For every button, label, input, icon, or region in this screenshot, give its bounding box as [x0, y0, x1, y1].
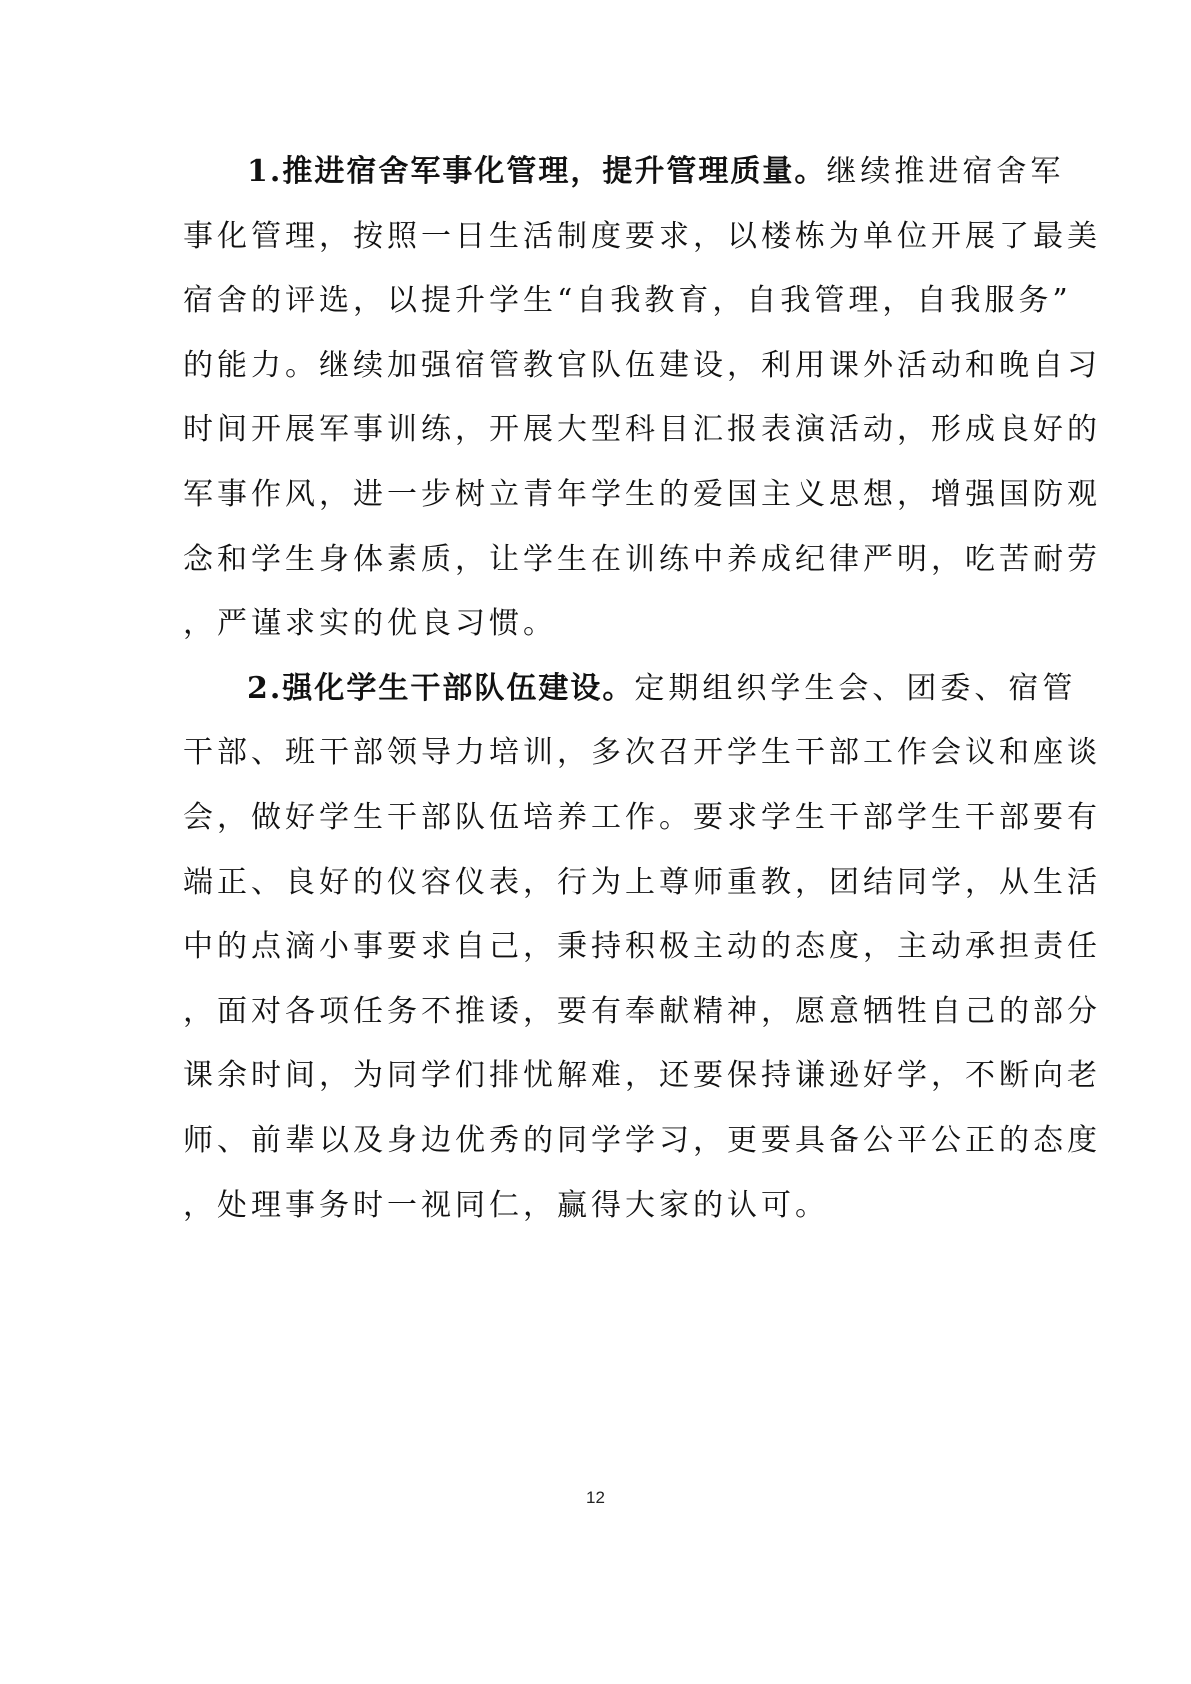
paragraph-2-line-7: 课余时间，为同学们排忧解难，还要保持谦逊好学，不断向老	[183, 1058, 1101, 1094]
paragraph-1-line-3: 宿舍的评选，以提升学生“自我教育，自我管理，自我服务”	[183, 283, 1072, 319]
paragraph-1-line-8: ，严谨求实的优良习惯。	[183, 606, 557, 642]
paragraph-1-line-2: 事化管理，按照一日生活制度要求，以楼栋为单位开展了最美	[183, 218, 1101, 254]
paragraph-2-line-8: 师、前辈以及身边优秀的同学学习，更要具备公平公正的态度	[183, 1122, 1101, 1158]
paragraph-2-line-1	[183, 657, 1077, 722]
paragraph-2-line-4: 端正、良好的仪容仪表，行为上尊师重教，团结同学，从生活	[183, 864, 1101, 900]
paragraph-2-line-5: 中的点滴小事要求自己，秉持积极主动的态度，主动承担责任	[183, 929, 1101, 965]
paragraph-1-line-6: 军事作风，进一步树立青年学生的爱国主义思想，增强国防观	[183, 476, 1101, 512]
paragraph-2-line-3: 会，做好学生干部队伍培养工作。要求学生干部学生干部要有	[183, 799, 1101, 835]
paragraph-1-line-1	[183, 140, 1065, 205]
paragraph-2-line-6: ，面对各项任务不推诿，要有奉献精神，愿意牺牲自己的部分	[183, 993, 1101, 1029]
paragraph-1-line-7: 念和学生身体素质，让学生在训练中养成纪律严明，吃苦耐劳	[183, 541, 1101, 577]
paragraph-1-heading: 1.推进宿舍军事化管理，提升管理质量。	[247, 154, 827, 189]
paragraph-2-text: 定期组织学生会、团委、宿管	[634, 670, 1077, 706]
page-number: 12	[586, 1488, 605, 1507]
paragraph-2-heading: 2.强化学生干部队伍建设。	[247, 670, 635, 706]
paragraph-1-text: 继续推进宿舍军	[826, 154, 1065, 189]
document-body	[183, 140, 1101, 1238]
paragraph-2-line-9: ，处理事务时一视同仁，赢得大家的认可。	[183, 1187, 829, 1223]
paragraph-1-line-5: 时间开展军事训练，开展大型科目汇报表演活动，形成良好的	[183, 412, 1101, 448]
paragraph-2-line-2: 干部、班干部领导力培训，多次召开学生干部工作会议和座谈	[183, 735, 1101, 771]
paragraph-1-line-4: 的能力。继续加强宿管教官队伍建设，利用课外活动和晚自习	[183, 347, 1101, 383]
